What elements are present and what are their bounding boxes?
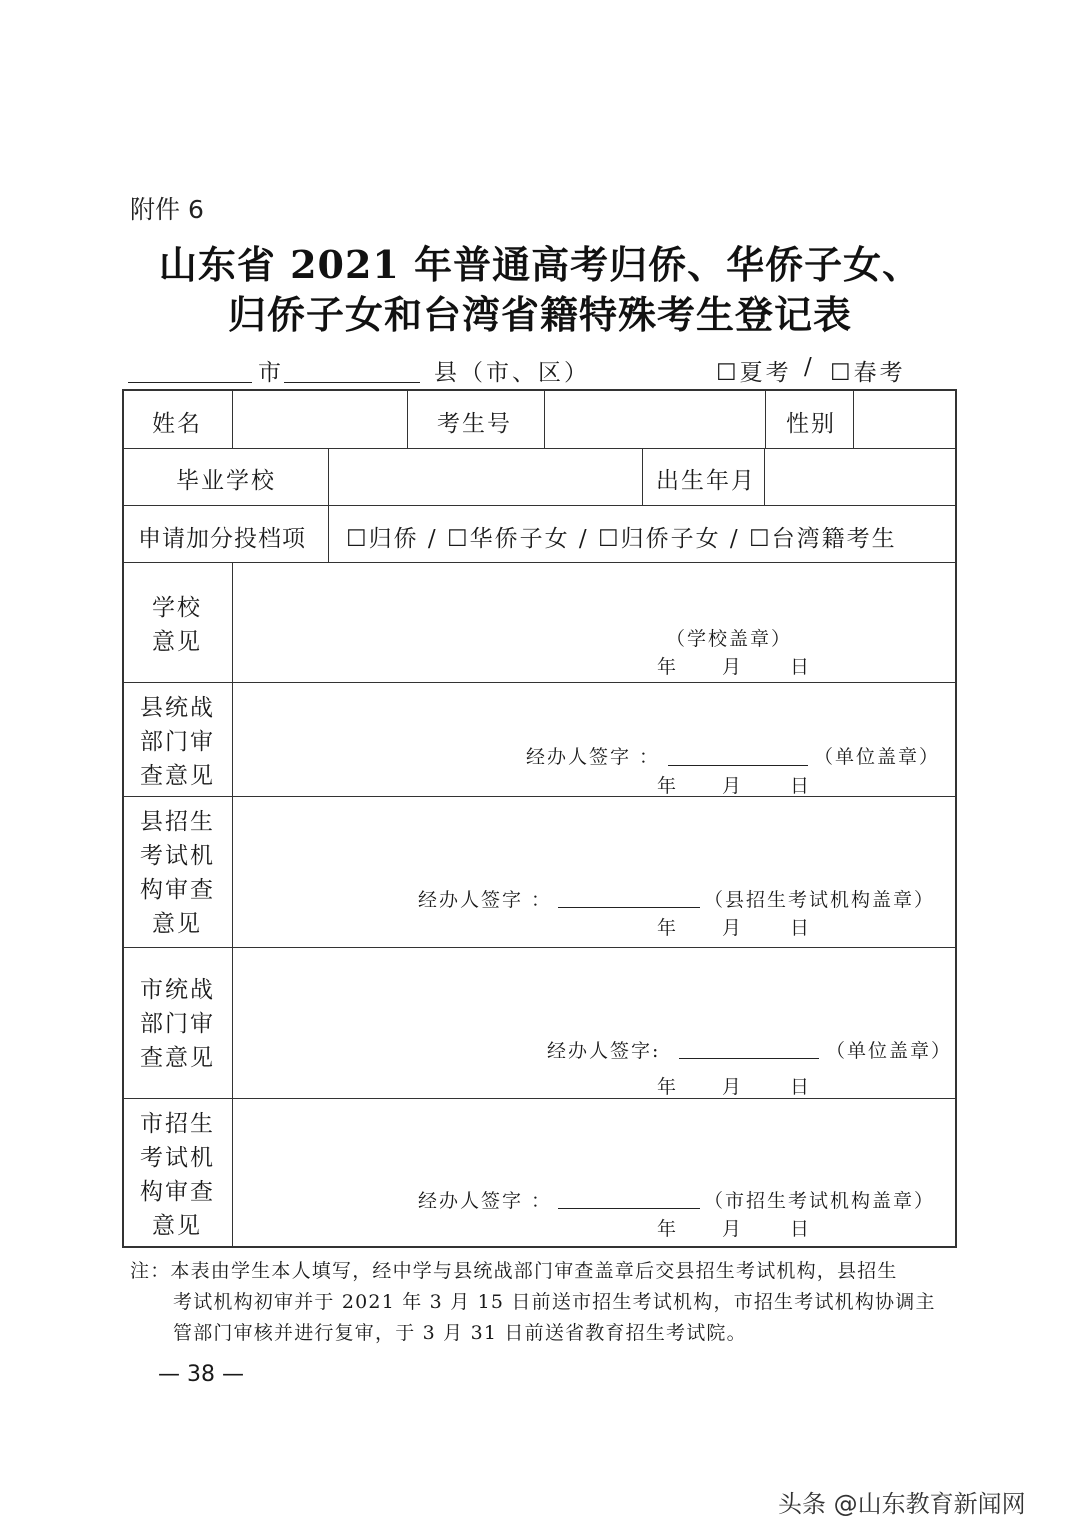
bonus-category-options[interactable]: ☐归侨 / ☐华侨子女 / ☐归侨子女 / ☐台湾籍考生 xyxy=(346,526,897,552)
city-exam-institution-label: 市招生 考试机 构审查 意见 xyxy=(140,1111,215,1239)
birth-date-label: 出生年月 xyxy=(656,468,756,494)
name-field[interactable] xyxy=(234,393,406,447)
name-label: 姓名 xyxy=(152,411,202,437)
attachment-label: 附件 6 xyxy=(130,195,204,224)
city-united-front-label: 市统战 部门审 查意见 xyxy=(140,977,215,1071)
county-uf-stamp-label: （单位盖章） xyxy=(814,746,941,768)
city-uf-sign-label: 经办人签字: xyxy=(547,1040,661,1062)
county-exam-sign-label: 经办人签字 ： xyxy=(418,889,553,911)
form-title-line2: 归侨子女和台湾省籍特殊考生登记表 xyxy=(227,292,852,337)
city-exam-stamp-label: （市招生考试机构盖章） xyxy=(704,1190,936,1212)
city-uf-stamp-label: （单位盖章） xyxy=(826,1040,953,1062)
county-label: 县（市、区） xyxy=(434,360,590,386)
city-uf-signature-field[interactable] xyxy=(679,1058,819,1059)
county-uf-sign-label: 经办人签字 ： xyxy=(526,746,661,768)
school-opinion-label: 学校 意见 xyxy=(152,595,202,655)
registration-form-table: 姓名 考生号 性别 毕业学校 出生年月 申请加分投档项 ☐归侨 / ☐华侨子女 / ☐归侨子女 / ☐台湾籍考生 学校 意见 （学校盖章） 年 月 日 县统战 部门审 查意见 经办人签字 ： （单位盖章） 年 月 日 县招生 考试机 构审查 意见 经办人签字 ： （县招生考试机构盖章） 年 月 日 市统战 部门审 查意见 经办人签字: （单位盖章） 年 月 日 市招生 考试机 构审查 意见 经办人签字 ： （市招生考试机构盖章） 年 月 日 xyxy=(122,389,957,1248)
county-blank[interactable] xyxy=(284,382,420,383)
date-month: 月 xyxy=(722,656,742,678)
county-uf-signature-field[interactable] xyxy=(668,765,808,766)
watermark: 头条 @山东教育新闻网 xyxy=(778,1490,1026,1518)
city-exam-signature-field[interactable] xyxy=(558,1208,700,1209)
form-note: 注：本表由学生本人填写，经中学与县统战部门审查盖章后交县招生考试机构，县招生 考试机构初审并于 2021 年 3 月 15 日前送市招生考试机构，市招生考试机构协调主 管部门审核并进行复审，于 3 月 31 日前送省教育招生考试院。 xyxy=(130,1260,936,1344)
birth-date-field[interactable] xyxy=(766,450,953,504)
date-year: 年 xyxy=(657,656,677,678)
graduation-school-field[interactable] xyxy=(330,450,640,504)
header-line xyxy=(128,354,918,390)
page-number: — 38 — xyxy=(158,1362,244,1387)
exam-number-field[interactable] xyxy=(546,393,764,447)
city-label: 市 xyxy=(258,360,284,386)
date-day: 日 xyxy=(790,656,810,678)
summer-exam-checkbox[interactable]: ☐夏考 xyxy=(716,360,792,386)
county-exam-stamp-label: （县招生考试机构盖章） xyxy=(704,889,936,911)
school-stamp-label: （学校盖章） xyxy=(666,628,793,650)
gender-field[interactable] xyxy=(855,393,953,447)
gender-label: 性别 xyxy=(786,411,836,437)
county-united-front-label: 县统战 部门审 查意见 xyxy=(140,695,215,789)
city-exam-sign-label: 经办人签字 ： xyxy=(418,1190,553,1212)
city-blank[interactable] xyxy=(128,382,252,383)
spring-exam-checkbox[interactable]: ☐春考 xyxy=(830,360,906,386)
county-exam-signature-field[interactable] xyxy=(558,907,700,908)
exam-type-separator: / xyxy=(804,354,815,380)
county-exam-institution-label: 县招生 考试机 构审查 意见 xyxy=(140,809,215,937)
bonus-category-label: 申请加分投档项 xyxy=(138,526,306,552)
form-title-line1: 山东省 2021 年普通高考归侨、华侨子女、 xyxy=(158,242,922,287)
exam-number-label: 考生号 xyxy=(437,411,512,437)
graduation-school-label: 毕业学校 xyxy=(176,468,276,494)
